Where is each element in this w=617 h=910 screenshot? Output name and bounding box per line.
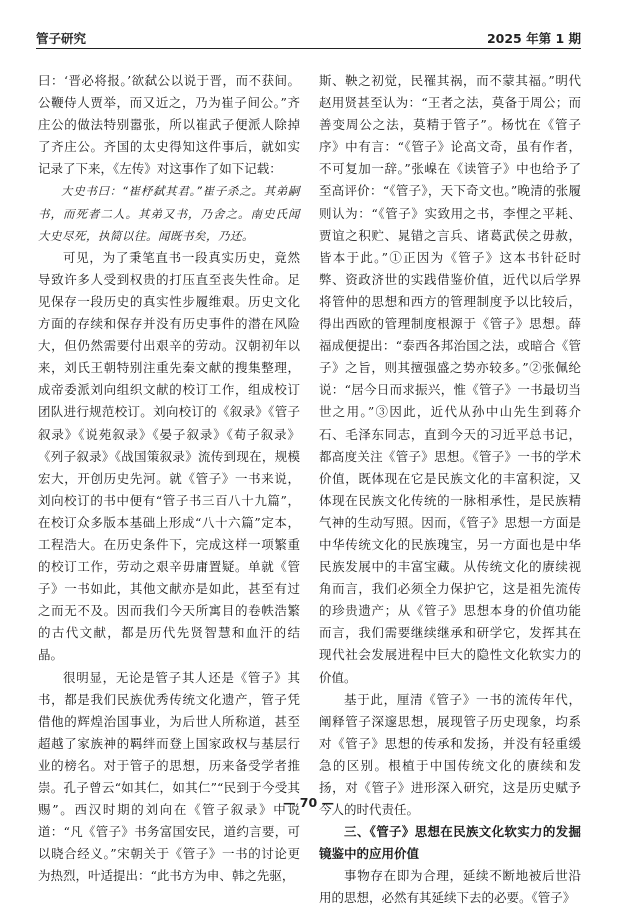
page-number: — 70 — — [282, 795, 335, 810]
running-header — [36, 26, 581, 49]
right-column — [319, 70, 581, 906]
left-column — [38, 70, 300, 884]
paragraph: 事物存在即为合理，延续不断地被后世沿用的思想，必然有其延续下去的必要。《管子》 — [319, 868, 581, 906]
block-quote: 大史书曰：“崔杼弑其君。”崔子杀之。其弟嗣书，而死者二人。其弟又书，乃舍之。南史氏闻大史尽死，执简以往。闻既书矣，乃还。 — [38, 184, 300, 243]
paragraph: 基于此，厘清《管子》一书的流传年代，阐释管子深邃思想，展现管子历史现象，均系对《管子》思想的传承和发扬，并没有轻重缓急的区别。根植于中国传统文化的赓续和发扬，对《管子》进形深入研究，这是历史赋予今人的时代责任。 — [319, 691, 581, 818]
issue-label: 2025 年第 1 期 — [486, 31, 581, 46]
paragraph: 很明显，无论是管子其人还是《管子》其书，都是我们民族优秀传统文化遗产，管子凭借他的辉煌治国事业，为后世人所称道，甚至超越了家族神的羁绊而登上国家政权与基层行业的榜名。对于管子的思想，历来备受学者推崇。孔子曾云“如其仁，如其仁”“民到于今受其赐”。西汉时期的刘向在《管子叙录》中说道：“凡《管子》书务富国安民，道约言要，可以晓合经义。”宋朝关于《管子》一书的讨论更为热烈，叶适提出：“此书方为申、韩之先驱， — [38, 669, 300, 884]
paragraph: 曰：‘晋必将报。’欲弑公以说于晋，而不获间。公鞭侍人贾举，而又近之，乃为崔子间公。”齐庄公的做法特别嚣张，所以崔武子便派人除掉了齐庄公。齐国的太史得知这件事后，就如实记录了下来，《左传》对这事作了如下记载： — [38, 73, 300, 177]
journal-name: 管子研究 — [36, 31, 87, 46]
paragraph: 可见，为了秉笔直书一段真实历史，竟然导致许多人受到权贵的打压直至丧失性命。足见保存一段历史的真实性步履维艰。历史文化方面的存续和保存并没有历史事件的潜在风险大，但仍然需要付出艰辛的劳动。汉朝初年以来，刘氏王朝特别注重先秦文献的搜集整理，成帝委派刘向组织文献的校订工作，组成校订团队进行规范校订。刘向校订的《叙录》《管子叙录》《说苑叙录》《晏子叙录》《荀子叙录》《列子叙录》《战国策叙录》流传到现在，规模宏大，开创历史先河。就《管子》一书来说，刘向校订的书中便有“管子书三百八十九篇”，在校订众多版本基础上形成“八十六篇”定本，工程浩大。在历史条件下，完成这样一项繁重的校订工作，劳动之艰辛毋庸置疑。单就《管子》一书如此，其他文献亦是如此，甚至有过之而无不及。因而我们今天所寓目的卷帙浩繁的古代文献，都是历代先贤智慧和血汗的结晶。 — [38, 249, 300, 663]
paragraph: 斯、鞅之初觉，民罹其祸，而不蒙其福。”明代赵用贤甚至认为：“王者之法，莫备于周公；而善变周公之法，莫精于管子”。杨忱在《管子序》中有言：“《管子》论高文奇，虽有作者，不可复加一辞。”张嵲在《读管子》中也给予了至高评价：“《管子》，天下奇文也。”晚清的张履则认为：“《管子》实致用之书，李悝之平耗、贾谊之积贮、晁错之言兵、诸葛武侯之毋赦，皆本于此。”①正因为《管子》这本书针砭时弊、资政济世的实践借鉴价值，近代以后学界将管仲的思想和西方的管理制度予以比较后，得出西欧的管理制度根源于《管子》思想。薛福成便提出：“泰西各邦治国之法，或暗合《管子》之旨，则其擅强盛之势亦较多。”②张佩纶说：“居今日而求振兴，惟《管子》一书最切当世之用。”③因此，近代从孙中山先生到蒋介石、毛泽东同志，直到今天的习近平总书记，都高度关注《管子》思想。《管子》一书的学术价值，既体现在它是民族文化的丰富积淀，又体现在民族文化传统的一脉相承性，是民族精气神的生动写照。因而，《管子》思想一方面是中华传统文化的民族瑰宝，另一方面也是中华民族发展中的丰富宝藏。从传统文化的赓续视角而言，我们必须全力保护它，这是祖先流传的珍贵遗产；从《管子》思想本身的价值功能而言，我们需要继续继承和研学它，发挥其在现代社会发展进程中巨大的隐性文化软实力的价值。 — [319, 73, 581, 685]
section-heading: 三、《管子》思想在民族文化软实力的发掘镜鉴中的应用价值 — [319, 824, 581, 862]
